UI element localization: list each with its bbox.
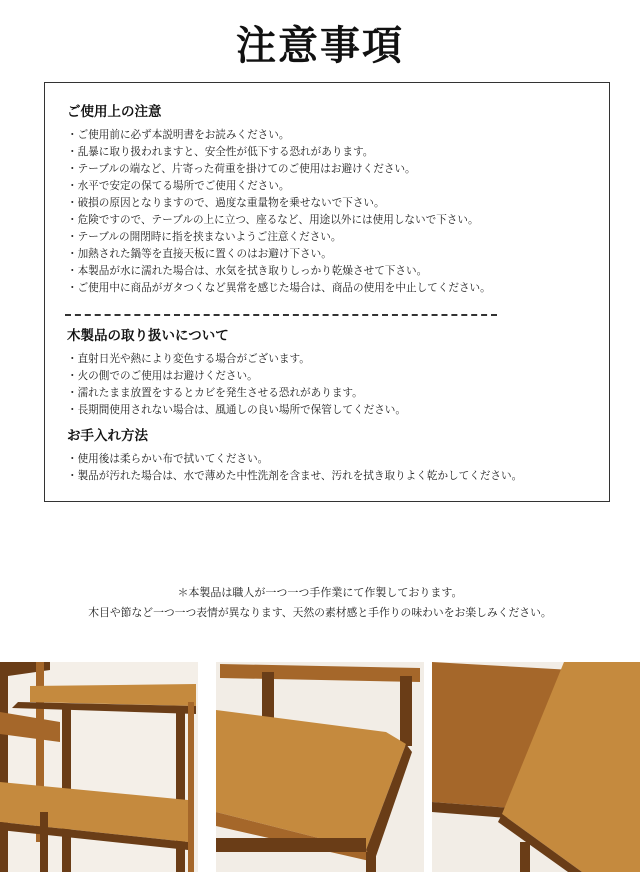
page-title: 注意事項 xyxy=(236,23,404,69)
wood-item: ・長期間使用されない場合は、風通しの良い場所で保管してください。 xyxy=(67,404,406,416)
notice-box xyxy=(44,82,610,502)
usage-item: ・加熱された鍋等を直接天板に置くのはお避け下さい。 xyxy=(67,248,332,260)
care-item: ・製品が汚れた場合は、水で薄めた中性洗剤を含ませ、汚れを拭き取りよく乾かしてください。 xyxy=(67,470,523,482)
wood-item: ・火の側でのご使用はお避けください。 xyxy=(67,370,258,382)
maintenance-section xyxy=(67,427,597,485)
usage-item: ・テーブルの端など、片寄った荷重を掛けてのご使用はお避けください。 xyxy=(67,163,416,175)
product-photo-shelf xyxy=(0,662,198,872)
care-heading: お手入れ方法 xyxy=(67,428,148,444)
usage-item: ・乱暴に取り扱われますと、安全性が低下する恐れがあります。 xyxy=(67,146,374,158)
wood-heading: 木製品の取り扱いについて xyxy=(67,328,229,344)
product-photo-bench xyxy=(216,662,424,872)
usage-item: ・ご使用中に商品がガタつくなど異常を感じた場合は、商品の使用を中止してください。 xyxy=(67,282,491,294)
usage-heading: ご使用上の注意 xyxy=(67,104,162,120)
care-item: ・使用後は柔らかい布で拭いてください。 xyxy=(67,453,269,465)
wood-item: ・濡れたまま放置をするとカビを発生させる恐れがあります。 xyxy=(67,387,363,399)
usage-item: ・本製品が水に濡れた場合は、水気を拭き取りしっかり乾燥させて下さい。 xyxy=(67,265,428,277)
usage-item: ・危険ですので、テーブルの上に立つ、座るなど、用途以外には使用しないで下さい。 xyxy=(67,214,479,226)
dashed-divider xyxy=(65,314,497,316)
usage-item: ・破損の原因となりますので、過度な重量物を乗せないで下さい。 xyxy=(67,197,385,209)
wood-item: ・直射日光や熱により変色する場合がございます。 xyxy=(67,353,310,365)
usage-item: ・テーブルの開閉時に指を挟まないようご注意ください。 xyxy=(67,231,342,243)
wood-care-section xyxy=(67,327,597,419)
craft-note-line1: ＊本製品は職人が一つ一つ手作業にて作製しております。 xyxy=(177,586,463,599)
craft-note-line2: 木目や節など一つ一つ表情が異なります、天然の素材感と手作りの味わいをお楽しみください。 xyxy=(88,606,552,619)
product-photo-tabletop xyxy=(432,662,640,872)
usage-item: ・水平で安定の保てる場所でご使用ください。 xyxy=(67,180,290,192)
usage-section xyxy=(67,103,597,297)
usage-item: ・ご使用前に必ず本説明書をお読みください。 xyxy=(67,129,290,141)
